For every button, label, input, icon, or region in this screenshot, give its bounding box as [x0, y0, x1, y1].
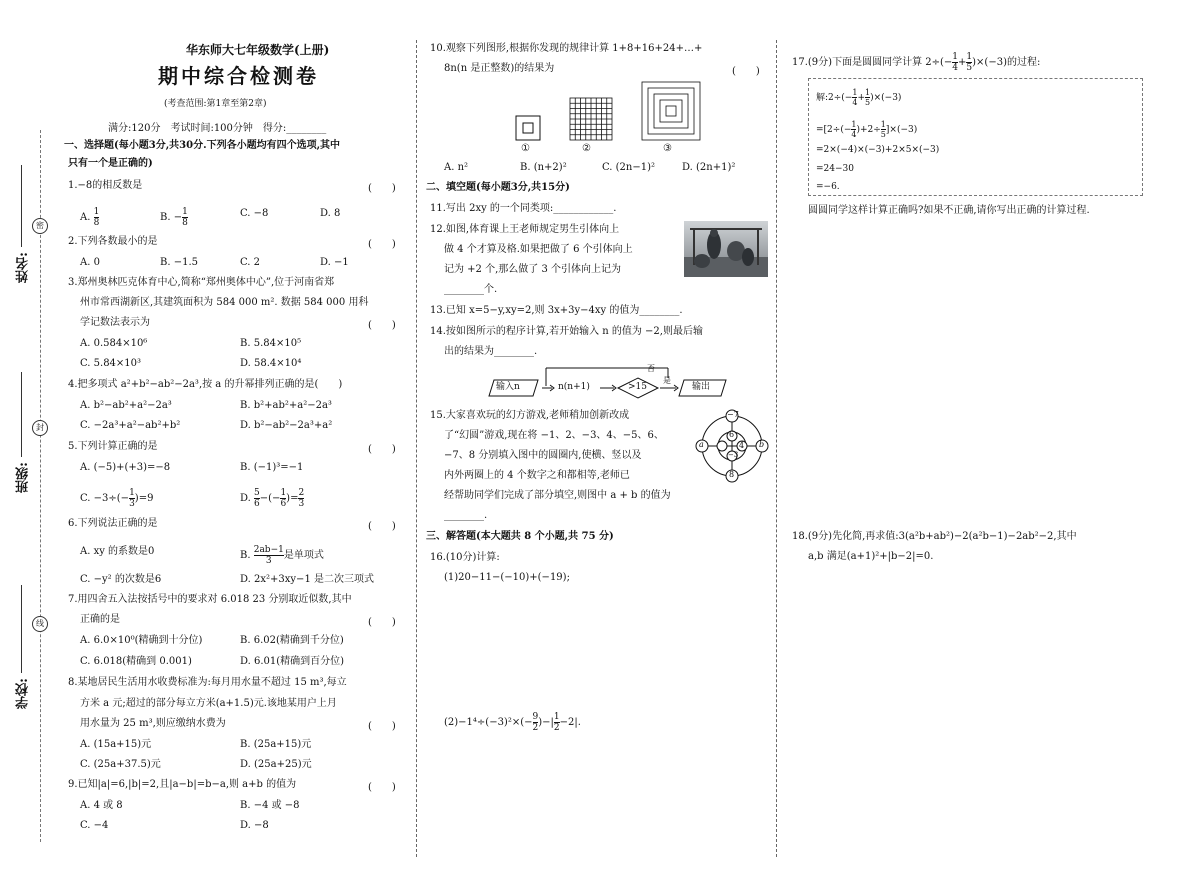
q4-stem: 4.把多项式 a²+b²−ab²−2a³,按 a 的升幂排列正确的是( ) — [68, 379, 343, 390]
section-2-heading: 二、填空题(每小题3分,共15分) — [426, 182, 570, 193]
q16-part1: (1)20−11−(−10)+(−19); — [444, 572, 570, 583]
q6-answer-paren[interactable]: ( ) — [368, 521, 396, 532]
q17-work-line4: =24−30 — [816, 164, 854, 174]
circle-inner-right-value: 4 — [739, 441, 745, 450]
q3-stem-line2: 州市常西湖新区,其建筑面积为 584 000 m². 数据 584 000 用科 — [80, 297, 369, 308]
q3-option-b[interactable]: B. 5.84×10⁵ — [240, 338, 302, 349]
q16-stem: 16.(10分)计算: — [430, 552, 500, 563]
q9-stem: 9.已知|a|=6,|b|=2,且|a−b|=b−a,则 a+b 的值为 — [68, 779, 297, 790]
flow-yes-label: 是 — [663, 376, 671, 385]
q17-work-line2: =[2÷(− $\frac{1}{4}$ )+2÷ $\frac{1}{5}$ ]×(−3) — [816, 120, 918, 139]
section-1-heading-cont: 只有一个是正确的) — [68, 158, 153, 169]
q8-option-d[interactable]: D. (25a+25)元 — [240, 759, 312, 770]
q8-stem-line2: 方米 a 元;超过的部分每立方米(a+1.5)元.该地某用户上月 — [80, 698, 337, 709]
q15-line6[interactable]: ________. — [444, 510, 488, 521]
circle-bottom-value: 8 — [729, 470, 735, 479]
section-1-heading: 一、选择题(每小题3分,共30分.下列各小题均有四个选项,其中 — [64, 140, 341, 151]
q2-option-c[interactable]: C. 2 — [240, 257, 261, 268]
q1-option-a[interactable]: A. $\frac{1}{8}$ — [80, 207, 100, 228]
q6-option-a[interactable]: A. xy 的系数是0 — [80, 546, 155, 557]
name-blank[interactable] — [21, 165, 22, 247]
q8-option-c[interactable]: C. (25a+37.5)元 — [80, 759, 161, 770]
q3-answer-paren[interactable]: ( ) — [368, 320, 396, 331]
figure-3-grid — [642, 82, 700, 140]
q2-stem: 2.下列各数最小的是 — [68, 236, 158, 247]
q1-stem: 1.−8的相反数是 — [68, 180, 143, 191]
q13-text[interactable]: 13.已知 x=5−y,xy=2,则 3x+3y−4xy 的值为________. — [430, 305, 683, 316]
q5-answer-paren[interactable]: ( ) — [368, 444, 396, 455]
paper-subtitle: 华东师大七年级数学(上册) — [186, 43, 330, 57]
q3-stem-line3: 学记数法表示为 — [80, 317, 150, 328]
q7-option-b[interactable]: B. 6.02(精确到千分位) — [240, 635, 344, 646]
circle-inner-top-value: 6 — [729, 430, 735, 439]
q17-work-line1: 解:2÷(− $\frac{1}{4}$ + $\frac{1}{5}$ )×(−3) — [816, 88, 902, 107]
seal-mark-1: 密 — [32, 218, 48, 234]
q5-option-c[interactable]: C. −3÷(− $\frac{1}{3}$ )=9 — [80, 488, 154, 509]
q10-option-b[interactable]: B. (n+2)² — [520, 162, 567, 173]
q8-option-a[interactable]: A. (15a+15)元 — [80, 739, 152, 750]
q12-photo — [684, 221, 768, 277]
flow-output-label: 输出 — [692, 382, 711, 392]
q10-option-d[interactable]: D. (2n+1)² — [682, 162, 736, 173]
q2-option-a[interactable]: A. 0 — [80, 257, 100, 268]
q17-work-line3: =2×(−4)×(−3)+2×5×(−3) — [816, 145, 940, 155]
q6-option-c[interactable]: C. −y² 的次数是6 — [80, 574, 162, 585]
q6-stem: 6.下列说法正确的是 — [68, 518, 158, 529]
q10-stem-line2: 8n(n 是正整数)的结果为 — [444, 63, 555, 74]
q7-stem-line2: 正确的是 — [80, 614, 120, 625]
q15-line1: 15.大家喜欢玩的幻方游戏,老师稍加创新改成 — [430, 410, 630, 421]
figure-2-label: ② — [582, 143, 591, 154]
column-divider-1 — [416, 40, 417, 857]
q17-work-line5: =−6. — [816, 182, 840, 192]
q5-option-a[interactable]: A. (−5)+(+3)=−8 — [80, 462, 171, 473]
q18-line1: 18.(9分)先化简,再求值:3(a²b+ab²)−2(a²b−1)−2ab²−2,其中 — [792, 531, 1077, 542]
q1-option-c[interactable]: C. −8 — [240, 208, 269, 219]
q3-option-a[interactable]: A. 0.584×10⁶ — [80, 338, 148, 349]
circle-a-value: a — [699, 440, 704, 449]
q11-text[interactable]: 11.写出 2xy 的一个同类项:____________. — [430, 203, 617, 214]
flow-no-label: 否 — [647, 364, 655, 373]
q3-option-c[interactable]: C. 5.84×10³ — [80, 358, 142, 369]
seal-mark-2: 封 — [32, 420, 48, 436]
q9-option-a[interactable]: A. 4 或 8 — [80, 800, 123, 811]
q9-answer-paren[interactable]: ( ) — [368, 782, 396, 793]
q14-line2[interactable]: 出的结果为________. — [444, 346, 538, 357]
q2-option-b[interactable]: B. −1.5 — [160, 257, 198, 268]
q4-option-d[interactable]: D. b²−ab²−2a³+a² — [240, 420, 333, 431]
q12-line3: 记为 +2 个,那么做了 3 个引体向上记为 — [444, 264, 621, 275]
q5-option-d[interactable]: D. $\frac{5}{6}$ −(− $\frac{1}{6}$ )= $\frac{2}{3}$ — [240, 488, 305, 509]
name-label: 姓名: — [16, 252, 31, 283]
q15-line2: 了“幻圆”游戏,现在将 −1、2、−3、4、−5、6、 — [444, 430, 664, 441]
q10-answer-paren[interactable]: ( ) — [732, 66, 760, 77]
q5-option-b[interactable]: B. (−1)³=−1 — [240, 462, 304, 473]
q3-option-d[interactable]: D. 58.4×10⁴ — [240, 358, 302, 369]
q8-answer-paren[interactable]: ( ) — [368, 721, 396, 732]
q12-line4[interactable]: ________个. — [444, 284, 498, 295]
q15-line4: 内外两圈上的 4 个数字之和都相等,老师已 — [444, 470, 630, 481]
q1-option-d[interactable]: D. 8 — [320, 208, 341, 219]
circle-inner-bottom-value: −3 — [728, 451, 739, 459]
q6-option-d[interactable]: D. 2x²+3xy−1 是二次三项式 — [240, 574, 374, 585]
figure-3-label: ③ — [663, 143, 672, 154]
figure-1-label: ① — [521, 143, 530, 154]
figure-1-grid — [516, 116, 540, 140]
q3-stem-line1: 3.郑州奥林匹克体育中心,简称“郑州奥体中心”,位于河南省郑 — [68, 277, 335, 288]
q1-answer-paren[interactable]: ( ) — [368, 183, 396, 194]
q10-option-c[interactable]: C. (2n−1)² — [602, 162, 656, 173]
paper-title: 期中综合检测卷 — [158, 64, 319, 88]
q7-option-d[interactable]: D. 6.01(精确到百分位) — [240, 656, 345, 667]
q15-line5: 经帮助同学们完成了部分填空,则图中 a + b 的值为 — [444, 490, 671, 501]
q9-option-d[interactable]: D. −8 — [240, 820, 269, 831]
q4-option-c[interactable]: C. −2a³+a²−ab²+b² — [80, 420, 181, 431]
q10-figures — [508, 80, 708, 155]
q18-line2: a,b 满足(a+1)²+|b−2|=0. — [808, 551, 934, 562]
q7-option-c[interactable]: C. 6.018(精确到 0.001) — [80, 656, 192, 667]
q8-option-b[interactable]: B. (25a+15)元 — [240, 739, 312, 750]
section-3-heading: 三、解答题(本大题共 8 个小题,共 75 分) — [426, 531, 614, 542]
q14-line1: 14.按如图所示的程序计算,若开始输入 n 的值为 −2,则最后输 — [430, 326, 703, 337]
q5-stem: 5.下列计算正确的是 — [68, 441, 158, 452]
q7-answer-paren[interactable]: ( ) — [368, 617, 396, 628]
flow-condition-label: >15 — [628, 382, 647, 392]
q8-stem-line3: 用水量为 25 m³,则应缴纳水费为 — [80, 718, 226, 729]
figure-2-grid — [570, 98, 612, 140]
q10-stem-line1: 10.观察下列图形,根据你发现的规律计算 1+8+16+24+…+ — [430, 43, 703, 54]
q1-option-b[interactable]: B. − $\frac{1}{8}$ — [160, 207, 188, 228]
circle-b-value: b — [759, 440, 765, 449]
seal-mark-3: 线 — [32, 616, 48, 632]
q8-stem-line1: 8.某地居民生活用水收费标准为:每月用水量不超过 15 m³,每立 — [68, 677, 347, 688]
column-divider-2 — [776, 40, 777, 857]
q2-answer-paren[interactable]: ( ) — [368, 239, 396, 250]
q17-stem: 17.(9分)下面是圆圆同学计算 2÷(− $\frac{1}{4}$ + $\frac{1}{5}$ )×(−3)的过程: — [792, 52, 1041, 73]
school-label: 学校: — [16, 678, 31, 709]
q16-part2: (2)−1⁴÷(−3)²×(− $\frac{9}{2}$ )−| $\frac{1}{2}$ −2|. — [444, 712, 581, 733]
circle-top-value: −7 — [727, 410, 739, 419]
q9-option-b[interactable]: B. −4 或 −8 — [240, 800, 300, 811]
exam-info[interactable]: 满分:120分 考试时间:100分钟 得分:________ — [108, 123, 327, 134]
exam-scope: (考查范围:第1章至第2章) — [164, 99, 267, 109]
binding-line — [40, 130, 41, 842]
q12-line1: 12.如图,体育课上王老师规定男生引体向上 — [430, 224, 620, 235]
q17-question: 圆圆同学这样计算正确吗?如果不正确,请你写出正确的计算过程. — [808, 205, 1090, 216]
q2-option-d[interactable]: D. −1 — [320, 257, 349, 268]
flow-input-label: 输入n — [496, 382, 520, 392]
q7-option-a[interactable]: A. 6.0×10⁰(精确到十分位) — [80, 635, 203, 646]
q7-stem-line1: 7.用四舍五入法按括号中的要求对 6.018 23 分别取近似数,其中 — [68, 594, 352, 605]
q10-option-a[interactable]: A. n² — [444, 162, 469, 173]
q6-option-b[interactable]: B. $\frac{2ab-1}{3}$ 是单项式 — [240, 545, 324, 566]
q12-line2: 做 4 个才算及格.如果把做了 6 个引体向上 — [444, 244, 633, 255]
flow-process-label: n(n+1) — [558, 382, 590, 392]
class-blank[interactable] — [21, 372, 22, 457]
q4-option-a[interactable]: A. b²−ab²+a²−2a³ — [80, 400, 172, 411]
q9-option-c[interactable]: C. −4 — [80, 820, 109, 831]
q4-option-b[interactable]: B. b²+ab²+a²−2a³ — [240, 400, 332, 411]
q15-line3: −7、8 分别填入图中的圆圈内,使横、竖以及 — [444, 450, 642, 461]
class-label: 班级: — [16, 462, 31, 493]
school-blank[interactable] — [21, 585, 22, 673]
